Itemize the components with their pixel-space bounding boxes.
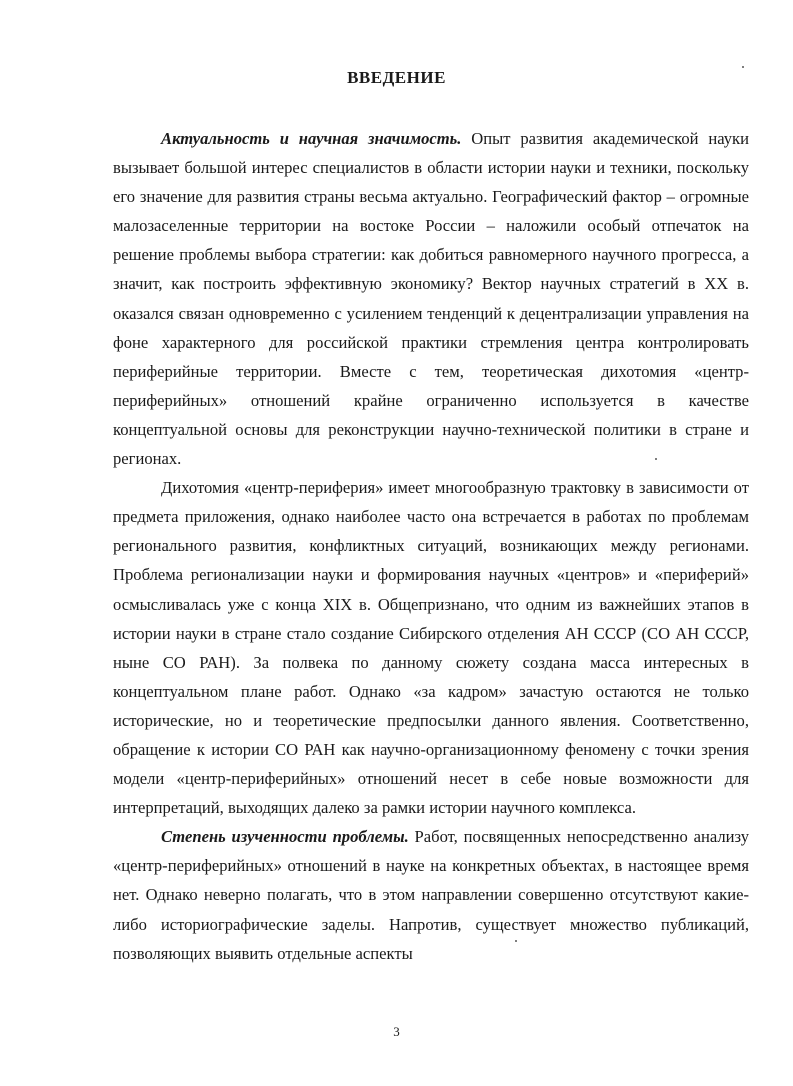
paragraph-text: Работ, посвященных непосредственно анализу «центр-периферийных» отношений в науке на конкретных объектах, в настоящее время нет. Однако неверно полагать, что в этом направлении совершенно отсутствуют какие-либо историографические заделы. Напротив, существует множество публикаций, позволяющих выявить отдельные аспекты <box>113 827 750 963</box>
scan-speck <box>515 940 517 942</box>
scan-speck <box>742 66 744 68</box>
paragraph-dichotomy <box>113 473 749 822</box>
paragraph-text: Опыт развития академической науки вызывает большой интерес специалистов в области истории науки и техники, поскольку его значение для развития страны весьма актуально. Географический фактор – огромные малозаселенные территории на востоке России – наложили особый отпечаток на решение проблемы выбора стратегии: как добиться равномерного научного прогресса, а значит, как построить эффективную экономику? Вектор научных стратегий в XX в. оказался связан одновременно с усилением тенденций к децентрализации управления на фоне характерного для российской практики стремления центра контролировать периферийные территории. Вместе с тем, теоретическая дихотомия «центр-периферийных» отношений крайне ограниченно используется в качестве концептуальной основы для реконструкции научно-технической политики в стране и регионах. <box>113 129 749 469</box>
scan-speck <box>655 458 657 460</box>
paragraph-text: Дихотомия «центр-периферия» имеет многообразную трактовку в зависимости от предмета приложения, однако наиболее часто она встречается в работах по проблемам регионального развития, конфликтных ситуаций, возникающих между регионами. Проблема регионализации науки и формирования научных «центров» и «периферий» осмысливалась уже с конца XIX в. Общепризнано, что одним из важнейших этапов в истории науки в стране стало создание Сибирского отделения АН СССР (СО АН СССР, ныне СО РАН). За полвека по данному сюжету создана масса интересных в концептуальном плане работ. Однако «за кадром» зачастую остаются не только исторические, но и теоретические предпосылки данного явления. Соответственно, обращение к истории СО РАН как научно-организационному феномену с точки зрения модели «центр-периферийных» отношений несет в себе новые возможности для интерпретаций, выходящих далеко за рамки истории научного комплекса. <box>113 478 749 818</box>
page-title: ВВЕДЕНИЕ <box>347 68 446 87</box>
paragraph-lead: Степень изученности проблемы. <box>161 827 409 847</box>
paragraph-lead: Актуальность и научная значимость. <box>161 129 462 148</box>
paragraph-research-degree <box>113 822 749 967</box>
body-text <box>113 124 749 968</box>
page-number: 3 <box>393 1024 400 1039</box>
paragraph-relevance <box>113 124 749 473</box>
